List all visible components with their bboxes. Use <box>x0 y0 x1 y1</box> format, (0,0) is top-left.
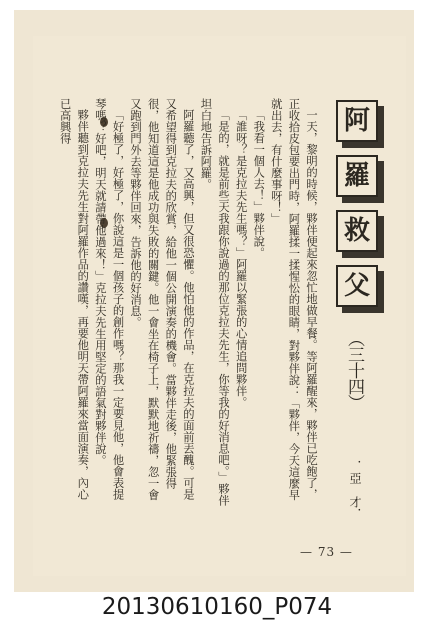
title-char-box <box>336 155 378 197</box>
paragraph: 「誰呀？是克拉夫先生嗎？」阿羅以緊張的心情追問夥伴。 <box>234 109 248 409</box>
title-char: 父 <box>336 265 378 307</box>
title-char-box <box>336 100 378 142</box>
paragraph: 夥伴聽到克拉夫先生對阿羅作品的讚嘆，再要他明天帶阿羅來當面演奏，內心已高興得 <box>58 98 90 501</box>
title-char-box <box>336 210 378 252</box>
title-char: 阿 <box>336 100 378 142</box>
image-caption: 20130610160_P074 <box>101 594 333 620</box>
paragraph: 一天，黎明的時候，夥伴便起來忽忙地做早餐。等阿羅醒來，夥伴已吃飽了，正收拾皮包要出門時，阿羅揉一揉惺忪的眼睛，對夥伴說：「夥伴，今天這麼早就出去，有什麼事呀！」 <box>269 98 318 501</box>
title-block <box>330 100 400 330</box>
page-number: — 73 — <box>300 545 353 559</box>
paragraph: 「是的，就是前些天我跟你說過的那位克拉夫先生，你等我的好消息吧。」夥伴坦白地告訴阿羅。 <box>199 98 231 507</box>
paragraph: 阿羅聽了，又高興，但又很恐懼。他怕他的作品，在克拉夫的面前丟醜。可是又希望得到克拉夫的欣賞，給他一個公開演奏的機會。當夥伴走後，他緊張得很，他知道這是他成功與失敗的關鍵。他一會坐在椅子上，默默地祈禱，忽一會又跑到門外去等夥伴回來，告訴他的好消息。 <box>129 98 195 501</box>
paragraph: 「好極了，好極了，你說這是一個孩子的創作嗎？那我一定要見他，他會表提琴嗎？好吧，明天就請帶他過來！」克拉夫先生用堅定的語氣對夥伴說。 <box>93 98 125 501</box>
title-char: 羅 <box>336 155 378 197</box>
installment-number: （三十四） <box>344 330 364 410</box>
article-body <box>58 98 320 508</box>
title-char: 救 <box>336 210 378 252</box>
title-char-box <box>336 265 378 307</box>
author-name: ．亞 才． <box>348 460 362 520</box>
paragraph: 「我看一個人去！」夥伴說。 <box>252 109 266 259</box>
